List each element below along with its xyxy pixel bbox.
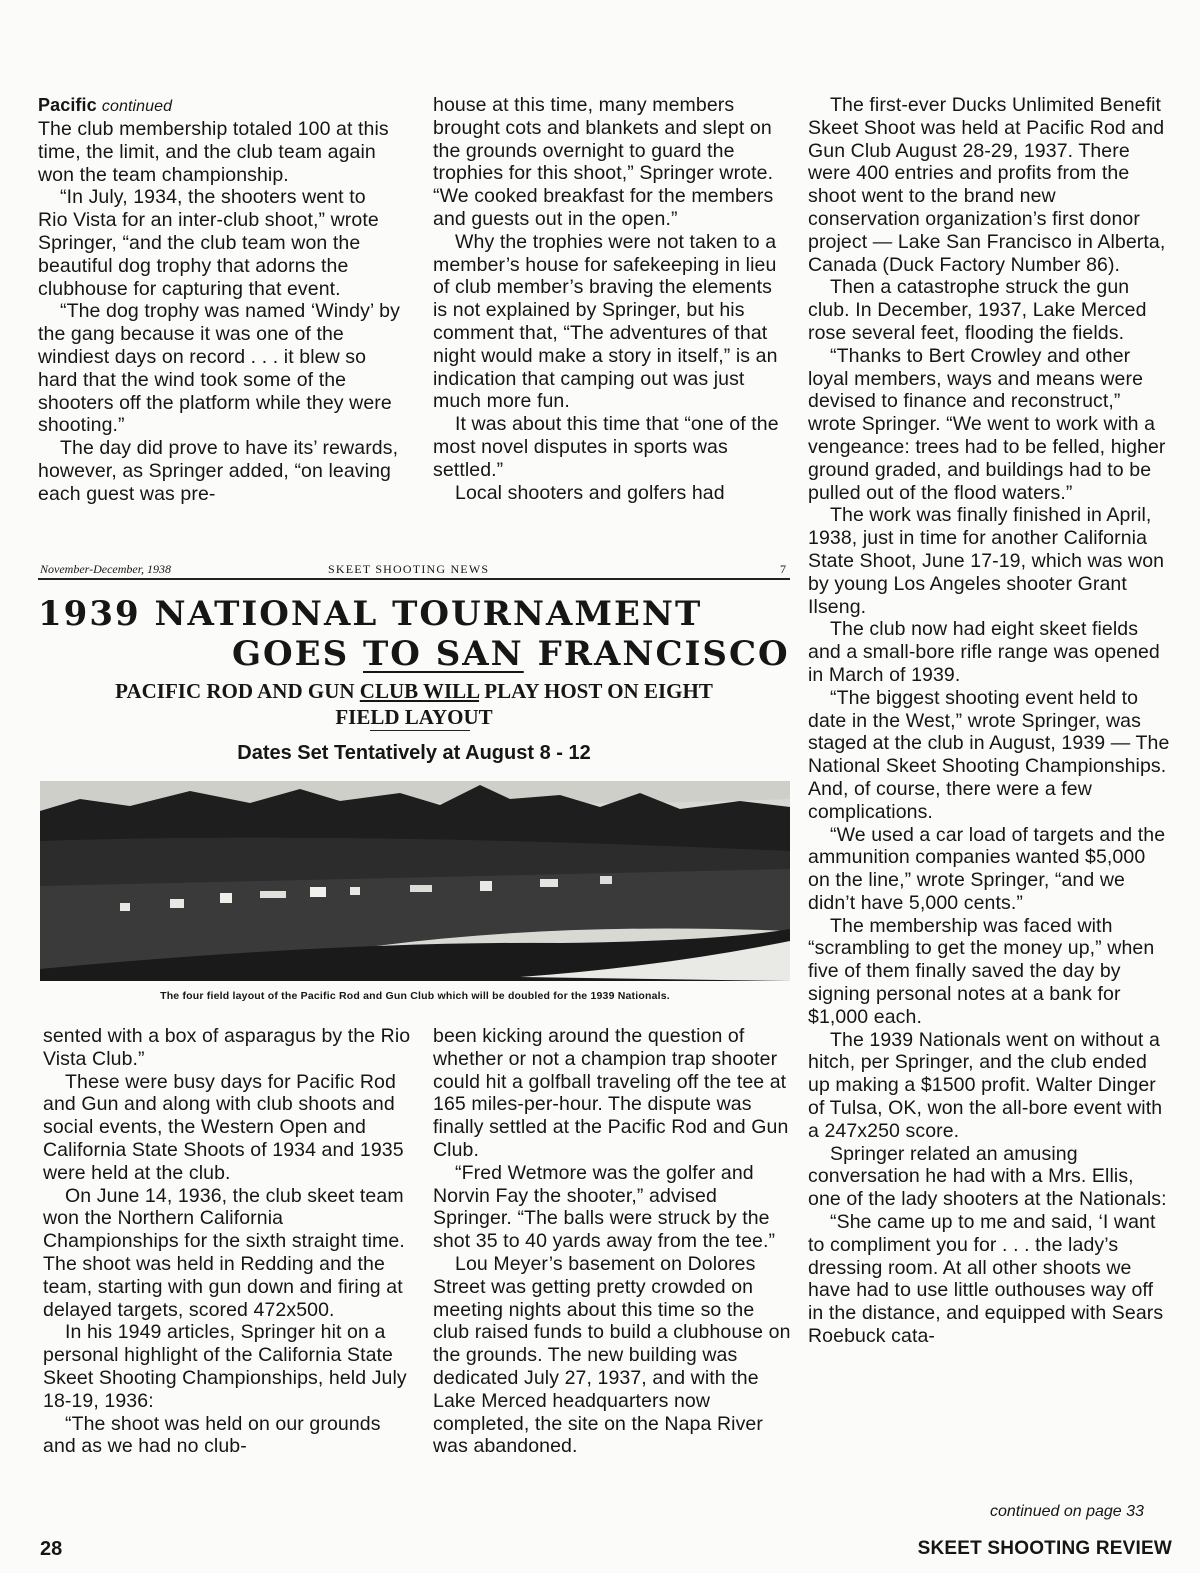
paragraph: sented with a box of asparagus by the Rio Vista Club.”: [43, 1025, 411, 1070]
paragraph: The work was finally finished in April, 1938, just in time for another California State Shoot, June 17-19, which was won by young Los Angeles shooter Grant Ilseng.: [808, 504, 1165, 618]
column-1-bottom: [43, 1025, 415, 1458]
continuation-header: [38, 94, 400, 118]
continuation-label: continued: [101, 98, 173, 115]
photo-caption: The four field layout of the Pacific Rod and Gun Club which will be doubled for the 1939 Nationals.: [160, 990, 670, 1002]
subhead-part: PACIFIC ROD AND GUN: [115, 679, 360, 703]
paragraph: “We used a car load of targets and the ammunition companies wanted $5,000 on the line,” wrote Springer, “and we didn’t have 5,000 cents.”: [808, 823, 1166, 914]
paragraph: “The dog trophy was named ‘Windy’ by the gang because it was one of the windiest days on record . . . it blew so hard that the wind took some of the shooters off the platform while they were shooting.”: [38, 300, 400, 437]
page-number: 28: [40, 1538, 63, 1560]
dates-line: Dates Set Tentatively at August 8 - 12: [237, 742, 591, 764]
paragraph: “In July, 1934, the shooters went to Rio Vista for an inter-club shoot,” wrote Springer, “and the club team won the beautiful dog trophy that adorns the clubhouse for capturing that event.: [38, 186, 379, 300]
paragraph: The membership was faced with “scrambling to get the money up,” when five of them finally saved the day by signing personal notes at a bank for $1,000 each.: [808, 914, 1155, 1028]
column-2-top: [433, 94, 785, 504]
subhead-part: PLAY HOST ON EIGHT: [479, 679, 713, 703]
subheadline: [38, 678, 790, 730]
paragraph: The day did prove to have its’ rewards, however, as Springer added, “on leaving each guest was pre-: [38, 437, 399, 505]
headline-part: FRANCISCO: [523, 634, 790, 674]
clipping-header: [38, 560, 790, 580]
paragraph: Lou Meyer’s basement on Dolores Street was getting pretty crowded on meeting nights about this time so the club raised funds to build a clubhouse on the grounds. The new building was dedicated July 27, 1937, and with the Lake Merced headquarters now completed, the site on the Napa River was abandoned.: [433, 1252, 791, 1458]
headline-line-1: 1939 NATIONAL TOURNAMENT: [38, 594, 703, 634]
headline-line-2: [232, 634, 790, 674]
paragraph: Why the trophies were not taken to a member’s house for safekeeping in lieu of club member’s braving the elements is not explained by Springer, but his comment that, “The adventures of that night would make a story in itself,” is an indication that camping out was just much more fun.: [433, 230, 778, 413]
paragraph: been kicking around the question of whether or not a champion trap shooter could hit a golfball traveling off the tee at 165 miles-per-hour. The dispute was finally settled at the Pacific Rod and Gun Club.: [433, 1025, 789, 1161]
paragraph: These were busy days for Pacific Rod and Gun and along with club shoots and social events, the Western Open and California State Shoots of 1934 and 1935 were held at the club.: [43, 1070, 404, 1184]
paragraph: “Fred Wetmore was the golfer and Norvin Fay the shooter,” advised Springer. “The balls were struck by the shot 35 to 40 yards away from the tee.”: [433, 1161, 776, 1253]
paragraph: “She came up to me and said, ‘I want to compliment you for . . . the lady’s dressing room. At all other shoots we have had to use little outhouses way off in the distance, and equipped with Sears Roebuck cata-: [808, 1211, 1164, 1348]
paragraph: “Thanks to Bert Crowley and other loyal members, ways and means were devised to finance and reconstruct,” wrote Springer. “We went to work with a vengeance: trees had to be felled, higher ground graded, and buildings had to be pulled out of the flood waters.”: [808, 344, 1166, 504]
column-3: [808, 94, 1170, 1348]
paragraph: “The biggest shooting event held to date in the West,” wrote Springer, was staged at the club in August, 1939 — The National Skeet Shooting Championships. And, of course, there were a few complications.: [808, 686, 1170, 823]
headline-underlined: TO SAN: [362, 634, 524, 674]
paragraph: Springer related an amusing conversation he had with a Mrs. Ellis, one of the lady shooters at the Nationals:: [808, 1142, 1167, 1211]
continuation-title: Pacific: [38, 95, 97, 115]
paragraph: “The shoot was held on our grounds and as we had no club-: [43, 1412, 381, 1458]
paragraph: The first-ever Ducks Unlimited Benefit Skeet Shoot was held at Pacific Rod and Gun Club August 28-29, 1937. There were 400 entries and profits from the shoot went to the brand new conservation organization’s first donor project — Lake San Francisco in Alberta, Canada (Duck Factory Number 86).: [808, 94, 1166, 276]
paragraph: The club now had eight skeet fields and a small-bore rifle range was opened in March of 1939.: [808, 618, 1160, 686]
magazine-name: SKEET SHOOTING REVIEW: [917, 1538, 1172, 1559]
column-2-bottom: [433, 1025, 793, 1458]
paragraph: On June 14, 1936, the club skeet team won the Northern California Championships for the sixth straight time. The shoot was held in Redding and the team, starting with gun down and firing at delayed targets, scored 472x500.: [43, 1184, 405, 1321]
paragraph: Then a catastrophe struck the gun club. In December, 1937, Lake Merced rose several feet, flooding the fields.: [808, 276, 1147, 344]
divider: [370, 730, 470, 731]
paragraph: It was about this time that “one of the most novel disputes in sports was settled.”: [433, 413, 779, 481]
subhead-line-2: FIELD LAYOUT: [335, 705, 493, 729]
clipping-publication: SKEET SHOOTING NEWS: [328, 562, 490, 576]
clipping-page: 7: [780, 562, 786, 576]
continued-note: continued on page 33: [990, 1503, 1144, 1520]
paragraph: The club membership totaled 100 at this time, the limit, and the club team again won the team championship.: [38, 118, 389, 186]
subhead-underlined: CLUB WILL: [359, 679, 480, 703]
headline-part: GOES: [232, 634, 363, 674]
paragraph: house at this time, many members brought cots and blankets and slept on the grounds overnight to guard the trophies for this shoot,” Springer wrote. “We cooked breakfast for the members and guests out in the open.”: [433, 94, 774, 230]
paragraph: Local shooters and golfers had: [455, 481, 725, 504]
field-layout-photo: [40, 781, 790, 981]
paragraph: The 1939 Nationals went on without a hitch, per Springer, and the club ended up making a $1500 profit. Walter Dinger of Tulsa, OK, won the all-bore event with a 247x250 score.: [808, 1028, 1163, 1142]
clipping-date: November-December, 1938: [40, 562, 172, 576]
column-1-top: [38, 94, 400, 506]
paragraph: In his 1949 articles, Springer hit on a personal highlight of the California State Skeet Shooting Championships, held July 18-19, 1936:: [43, 1321, 407, 1412]
